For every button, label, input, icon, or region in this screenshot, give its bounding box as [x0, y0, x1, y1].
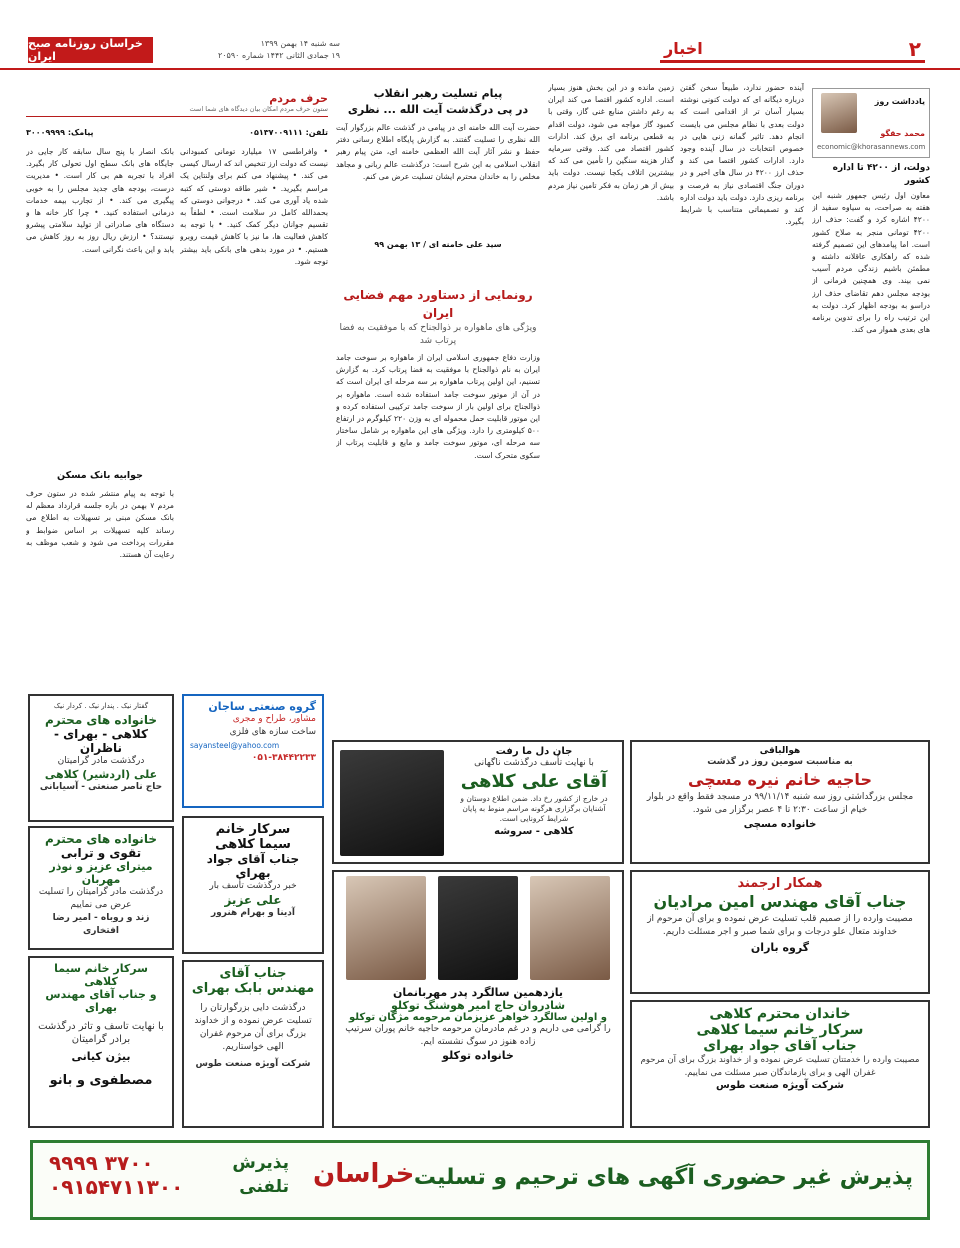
ad10-name2: جناب آقای جواد بهرای [703, 1038, 857, 1054]
space-body: وزارت دفاع جمهوری اسلامی ایران از ماهواره بر سوخت جامد ایران به نام ذوالجناح با موفقیت به فضا پرتاب کرد. به گزارش تسنیم، این اولین پرتاب ماهواره بر سه مرحله ای ایران است که در آن از موتور سوخت جامد استفاده شده است. ماهواره بر ذوالجناح برای اولین بار از سوخت جامد ترکیبی استفاده کرده و این موتور قابلیت حمل محموله ای به وزن ۲۲۰ کیلوگرم در ارتفاع ۵۰۰ کیلومتری را دارد. ویژگی های این ماهواره بر شامل ساختار سه مرحله ای، موتور سوخت جامد و مایع و قابلیت پرتاب از سکوی متحرک است. [336, 353, 540, 460]
sayan-line2: ساخت سازه های فلزی [229, 727, 316, 737]
ad-condolence-3 [28, 956, 174, 1128]
ad5-sig: شرکت آویژه صنعت طوس [195, 1059, 311, 1069]
citizen-body-right: • وافراطسی ۱۷ میلیارد تومانی کمبودانی نیست که دولت ارز تنخیص اند که ارسال کیسی می کند. • پیشنهاد می کنم برای ولنتاین یک مراسم بگیرید. • شیر طاقه دوستی که کتبه شده یاد آوری می کند. • درجوانی دوستی که بحمدالله کامل در سلامت است. • لطفاً به تقسیم جوانان دیگر کمک کنید. • با توجه به کاهش فعالیت ها، ما نیز با کاهش قیمت روبرو هستیم. • در مورد بدهی های بانکی باید بیشتر توجه شود. [180, 147, 328, 266]
ad2-name: تقوی و ترابی [60, 846, 142, 860]
ad1-top: گفتار نیک . پندار نیک . کردار نیک [53, 702, 149, 710]
kolahi-photo [340, 750, 444, 856]
ad8-name: حاجیه خانم نیره مسچی [688, 770, 872, 789]
ad2-title: خانواده های محترم [45, 832, 157, 846]
space-headline: رونمایی از دستاورد مهم فضایی ایران [343, 288, 533, 320]
ad2-text: درگذشت مادر گرامیتان را تسلیت عرض می نماییم [38, 887, 164, 910]
citizen-sms: پیامک: ۳۰۰۰۹۹۹۹ [26, 128, 94, 137]
space-article [336, 286, 540, 746]
ad7-text: و اولین سالگرد خواهر عزیزمان مرحومه مژگان توکلو [349, 1012, 607, 1023]
citizen-contacts [26, 128, 328, 137]
columnist-body: معاون اول رئیس جمهور شنبه این هفته به صراحت، به سیاوه سفید از ۴۲۰۰ اشاره کرد و گفت: حذف ارز ۴۲۰۰ تومانی منجر به صلاح کشور است. اما پیامدهای این تصمیم گرفته شده که راهکاری عاقلانه داشته و مطمئن باشیم زندگی مردم آسیب نمی بیند. وی همچنین فرمانی از بودجه مجلس دهم تقاضای حذف ارز دراسو به بودجه اظهار کرد. دولت به این ترتیب راه را برای تدوین برنامه های بعدی هموار می کند. [812, 191, 930, 335]
phone-1: ۳۷۰۰ ۹۹۹۹ [49, 1151, 154, 1175]
ad9-name: جناب آقای مهندس امین مرادیان [653, 892, 907, 911]
ad5-name: مهندس بابک بهرای [191, 981, 315, 996]
photo-woman-2 [438, 876, 518, 980]
author-email: economic@khorasannews.com [817, 143, 926, 151]
message-subtitle: در پی درگذشت آیت الله ... نظری [347, 103, 529, 116]
ad10-sig: شرکت آویژه صنعت طوس [716, 1080, 844, 1091]
ad7-name: شادروان حاج امیر هوشنگ توکلو [390, 999, 566, 1012]
date-line-2: ۱۹ جمادی الثانی ۱۴۴۲ شماره ۲۰۵۹۰ [217, 51, 340, 60]
section-title: اخبار [664, 39, 703, 58]
ad8-body: مجلس بزرگداشتی روز سه شنبه ۹۹/۱۱/۱۴ در مسجد فقط واقع در بلوار خیام از ساعت ۲:۳۰ تا ۴ عصر برگزار می شود. [646, 792, 914, 815]
ad2-sig: زند و روباه - امیر رضا افتخاری [52, 913, 150, 936]
citizen-subtitle: ستون حرف مردم امکان بیان دیدگاه های شما است [189, 105, 328, 113]
ad-condolence-5 [182, 960, 324, 1128]
citizen-body-left: بانک انصار با پنج سال سابقه کار جایی در جایگاه های بانک سطح اول تحولی کار بگیرد. افراد با تجربه هم بی کار است. • مدیریت درست، بودجه های جدید مجلس را به خوبی پیگیری می کند. • از تجارب بیمه خدمات درمانی استفاده کنید. • چرا کار خانه ها و دستگاه های صادراتی از تولید سلامتی پیشرو نیستند؟ • ارزش ریال روز به روز کاهش می یابد و این باعث نگرانی است. [26, 147, 174, 254]
ad4-title: سرکار خانم [215, 822, 291, 837]
ad8-top: هوالباقی [759, 746, 801, 756]
ad9-sig: گروه باران [750, 941, 810, 954]
ad7-text2: را گرامی می داریم و در غم مادرمان مرحومه حاجیه خانم پوران سرتیپ زاده هنوز در سوگ نشسته ایم. [345, 1024, 611, 1047]
sayan-phone: ۰۵۱-۳۸۴۴۲۲۳۳ [251, 753, 316, 763]
ad4-sig: آدینا و بهرام هنرور [210, 908, 296, 918]
photo-row [340, 876, 616, 980]
ad1-sig: حاج ناصر صنعتی - آسیابانی [39, 782, 163, 792]
ad6-body: در خارج از کشور رخ داد. ضمن اطلاع دوستان و آشنایان برگزاری هرگونه مراسم منوط به پایان شرایط کرونایی است. [460, 794, 608, 823]
ad4-name: سیما کلاهی [215, 837, 291, 852]
column-label: یادداشت روز [874, 97, 925, 106]
ad3-title: سرکار خانم سیما کلاهی [54, 962, 148, 988]
newspaper-logo: خراسان روزنامه صبح ایران [28, 37, 153, 63]
section-bar [660, 37, 925, 63]
ad6-text: با نهایت تأسف درگذشت ناگهانی [474, 758, 594, 768]
ad3-name: و جناب آقای مهندس بهرای [45, 988, 157, 1014]
bank-body: با توجه به پیام منتشر شده در ستون حرف مردم ۷ بهمن در باره جلسه قرارداد معظم له بانک مسکن مبنی بر تسهیلات به اطلاع می رساند کلیه تسهیلات بر اساس ضوابط و مقررات پرداخت می شود و شعب موظف به رعایت آن هستند. [26, 489, 174, 560]
citizen-header [26, 92, 328, 117]
leader-message [336, 86, 540, 249]
ad-sayan [182, 694, 324, 808]
ad8-sig: خانواده مسچی [743, 819, 817, 830]
date-line-1: سه شنبه ۱۴ بهمن ۱۳۹۹ [260, 39, 340, 48]
space-subhead: ویژگی های ماهواره بر ذوالجناح که با موفقیت به فضا پرتاب شد [339, 323, 537, 346]
banner-title: پذیرش غیر حضوری آگهی های ترحیم و تسلیت [413, 1165, 913, 1190]
ad-condolence-kolahi-family [630, 1000, 930, 1128]
ad3-sig: مصطفوی و بانو [49, 1073, 153, 1088]
message-signature: سید علی خامنه ای / ۱۳ بهمن ۹۹ [374, 240, 502, 249]
message-title: پیام تسلیت رهبر انقلاب [373, 87, 503, 100]
ad3-text: با نهایت تاسف و تاثر درگذشت برادر گرامیتان [38, 1021, 164, 1045]
ad8-text: به مناسبت سومین روز در گذشت [707, 757, 853, 767]
ad4-text: خبر درگذشت تأسف بار [209, 881, 297, 891]
ad4-name2: جناب آقای جواد بهرای [206, 852, 300, 880]
photo-woman-1 [530, 876, 610, 980]
citizen-phone: تلفن: ۰۵۱۳۷۰۰۹۱۱۱ [249, 128, 328, 137]
ad7-sig: خانواده توکلو [442, 1049, 514, 1062]
bottom-banner [30, 1140, 930, 1220]
ad-condolence-moradian [630, 870, 930, 994]
banner-brand: خراسان [313, 1159, 415, 1189]
sayan-email: sayansteel@yahoo.com [190, 741, 280, 750]
ad6-sig: کلاهی - سروشه [494, 826, 574, 837]
article-column-2: آینده حضور ندارد، طبیعاً سخن گفتن درباره دیگانه ای که دولت کنونی نوشته بسیار آسان تر از اقدامی است که دولت بعدی با نظام مجلس می بایست انجام دهد. تاثیر گمانه زنی هایی در خصوص انتخابات در سال آینده وجود دارد. ادارات کشور اقتصا می کند و حذف ارز ۴۲۰۰ در سال های اخیر و در دوران جنگ اقتصادی نیاز به فرصت و برنامه ریزی دارد. دولت باید دولت اداره کند و تصمیماتی متناسب با شرایط بگیرد. [680, 83, 804, 227]
page-number: ۲ [908, 36, 921, 61]
ad9-body: مصیبت وارده را از صمیم قلب تسلیت عرض نموده و برای آن مرحوم از خداوند متعال علو درجات و برای شما صبر و اجر مسئلت داریم. [647, 914, 913, 937]
date-block [160, 38, 340, 62]
author-photo [821, 93, 857, 133]
phone-label-2: تلفنی [239, 1177, 289, 1197]
ad4-name3: علی عزیز [224, 893, 282, 907]
author-name: محمد حقگو [880, 129, 925, 138]
ad2-name2: میترای عزیز و نوذر مهربان [49, 860, 153, 886]
bank-heading: جوابیه بانک مسکن [57, 470, 143, 481]
ad10-name: سرکار خانم سیما کلاهی [696, 1022, 864, 1038]
columnist-box [812, 88, 930, 158]
ad1-name: خانواده های محترم [45, 713, 157, 727]
sayan-title: گروه صنعتی ساجان [208, 700, 316, 713]
ad7-top: یازدهمین سالگرد پدر مهربانمان [392, 986, 564, 999]
message-body: حضرت آیت الله خامنه ای در پیامی در گذشت عالم بزرگوار آیت الله نظری را تسلیت گفتند. به گزارش پایگاه اطلاع رسانی دفتر حفظ و نشر آثار آیت الله العظمی خامنه ای، متن پیام رهبر انقلاب اسلامی به این شرح است: درگذشت عالم ربانی و مجاهد مخلص را به خاندان محترم ایشان تسلیت عرض می کنم. [336, 123, 540, 181]
ad-anniversary-tavakolo [332, 870, 624, 1128]
ad6-top: جان دل ما رفت [495, 746, 573, 757]
ad-obituary-kolahi [332, 740, 624, 864]
ad5-title: جناب آقای [219, 966, 287, 981]
phone-2: ۰۹۱۵۴۷۱۱۳۰۰ [49, 1175, 184, 1199]
columnist-headline: دولت، از ۴۲۰۰ تا اداره کشور [832, 163, 930, 186]
ad1-text: درگذشت مادر گرامیتان [57, 756, 145, 766]
ad10-title: خاندان محترم کلاهی [709, 1006, 851, 1022]
ad-condolence-2 [28, 826, 174, 950]
banner-phones [49, 1151, 289, 1199]
ad-memorial-mesechi [630, 740, 930, 864]
ad-condolence-4 [182, 816, 324, 954]
citizen-title: حرف مردم [269, 92, 328, 105]
ad-condolence-1 [28, 694, 174, 822]
ad5-text: درگذشت دایی بزرگوارتان را تسلیت عرض نموده و از خداوند بزرگ برای آن مرحوم غفران الهی خواستاریم. [194, 1003, 312, 1052]
ad1-name2: کلاهی - بهرای - ناظران [53, 727, 149, 755]
phone-label: پذیرش [232, 1153, 289, 1173]
ad10-body: مصیبت وارده را خدمتتان تسلیت عرض نموده و از خداوند بزرگ برای آن مرحوم غفران الهی و برای بازماندگان صبر مسئلت می نماییم. [640, 1055, 920, 1078]
ad1-name3: علی (اردشیر) کلاهی [44, 768, 158, 781]
ad6-name: آقای علی کلاهی [460, 771, 608, 792]
photo-man [346, 876, 426, 980]
ad3-name2: بیژن کیانی [71, 1050, 131, 1063]
article-column-3: زمین مانده و در این بخش هنوز بسیار است. اداره کشور اقتصا می کند ایران به رغم داشتن منابع غنی گاز، وقتی با کمبود گاز مواجه می شود، دولت اقدام به قطعی برنامه ای برق کند. ادارات کشور اقتصاد می کند. وقتی سرمایه گذار هزینه سنگین را تأمین می کند که بیشترین اتلاف یکجا نیست. دولت باید بیش از هر زمان به فکر تامین نیاز مردم باشد. [548, 83, 674, 202]
ad9-top: همکار ارجمند [737, 876, 823, 891]
sayan-line1: مشاور، طراح و مجری [232, 714, 316, 724]
